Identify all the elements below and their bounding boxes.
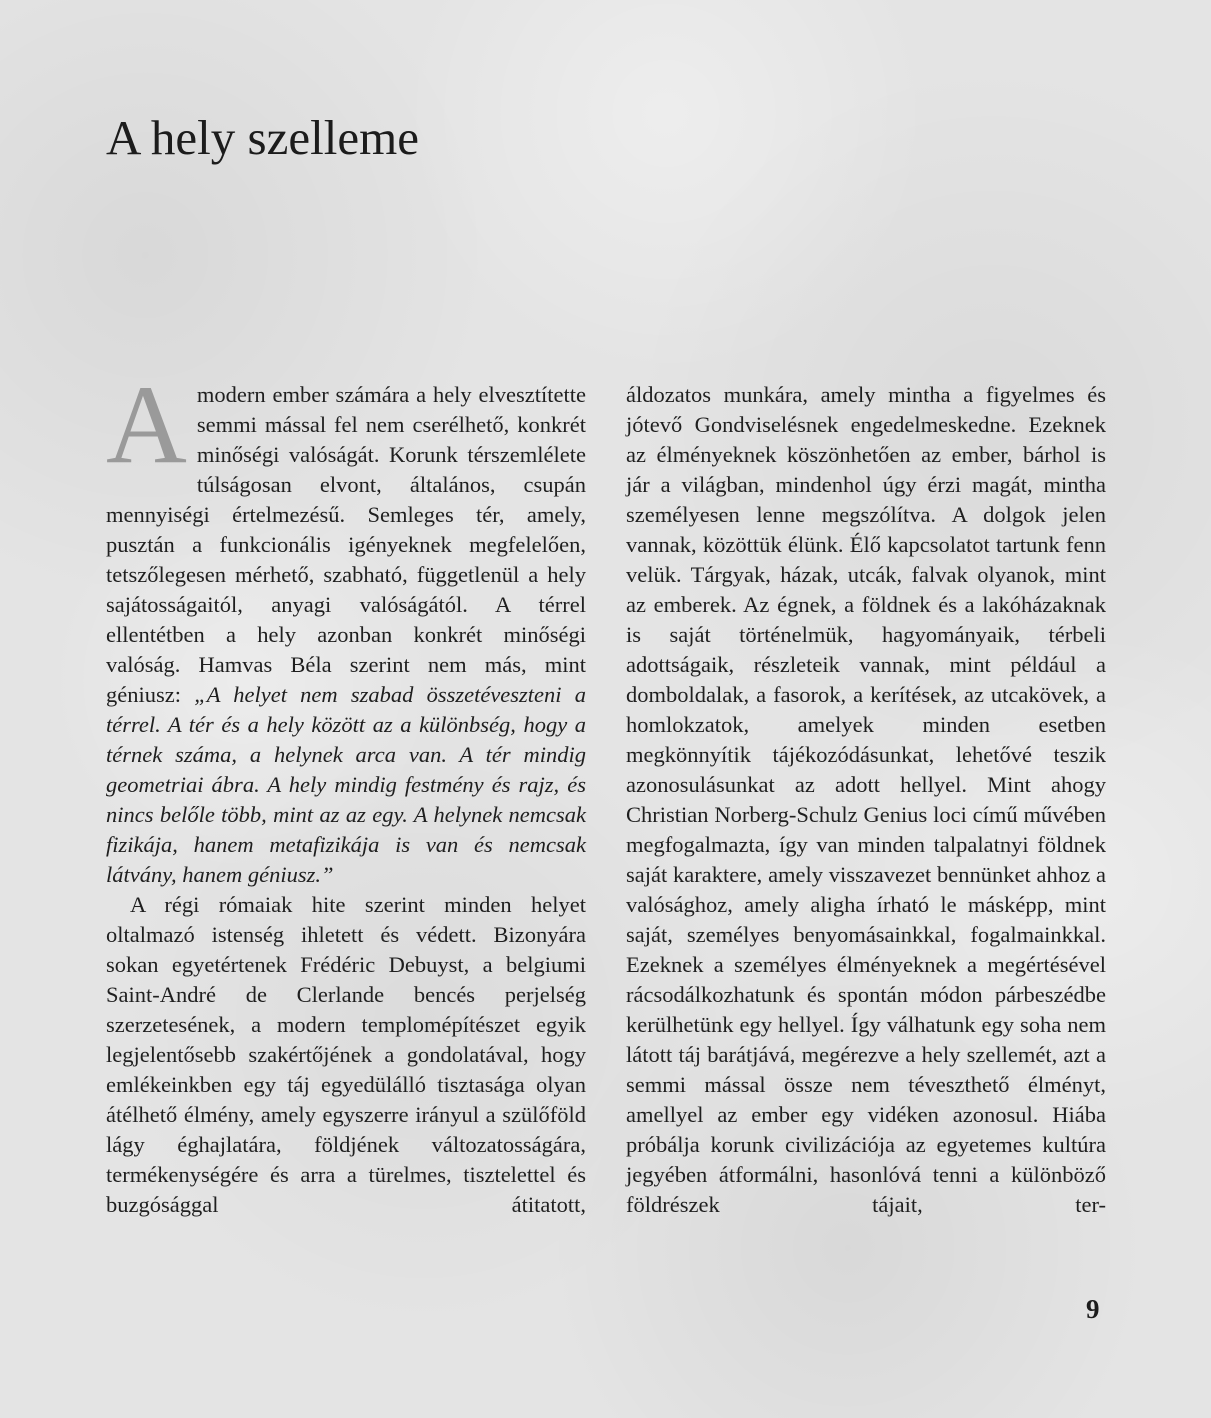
left-column [106, 363, 586, 1220]
paragraph-intro [106, 363, 586, 890]
right-column [626, 380, 1106, 1220]
page-number: 9 [1086, 1294, 1100, 1324]
drop-cap: A [106, 363, 187, 487]
paragraph-continuation: áldozatos munkára, amely mintha a figyelmes és jótevő Gondviselésnek engedelmeskedne. Ezeknek az élményeknek köszönhetően az ember, bárhol is jár a világban, mindenhol úgy érzi magát, mintha személyesen lenne megszólítva. A dolgok jelen vannak, közöttük élünk. Élő kapcsolatot tartunk fenn velük. Tárgyak, házak, utcák, falvak olyanok, mint az emberek. Az égnek, a földnek és a lakóházaknak is saját történelmük, hagyományaik, térbeli adottságaik, részleteik vannak, mint például a domboldalak, a fasorok, a kerítések, az utcakövek, a homlokzatok, amelyek minden esetben megkönnyítik tájékozódásunkat, lehetővé teszik azonosulásunkat az adott hellyel. Mint ahogy Christian Norberg-Schulz Genius loci című művében megfogalmazta, így van minden talpalatnyi földnek saját karaktere, amely visszavezet bennünket ahhoz a valósághoz, amely aligha írható le másképp, mint saját, személyes benyomásainkkal, fogalmainkkal. Ezeknek a személyes élményeknek a megértésével rácsodálkozhatunk és spontán módon párbeszédbe kerülhetünk egy hellyel. Így válhatunk egy soha nem látott táj barátjává, megérezve a hely szellemét, azt a semmi mással össze nem téveszthető élményt, amellyel az ember egy vidéken azonosul. Hiába próbálja korunk civilizációja az egyetemes kultúra jegyében átformálni, hasonlóvá tenni a különböző földrészek tájait, ter- [626, 382, 1106, 1217]
hamvas-quote: „A helyet nem szabad összetéveszteni a térrel. A tér és a hely között az a különbség, hogy a térnek száma, a helynek arca van. A tér mindig geometriai ábra. A hely mindig festmény és rajz, és nincs belőle több, mint az az egy. A helynek nemcsak fizikája, hanem metafizikája is van és nemcsak látvány, hanem géniusz.” [106, 682, 586, 887]
paragraph-roman-belief: A régi rómaiak hite szerint minden helyet oltalmazó istenség ihletett és védett. Bizonyára sokan egyetértenek Frédéric Debuyst, a belgiumi Saint-André de Clerlande bencés perjelség szerzetesének, a modern templomépítészet egyik legjelentősebb szakértőjének a gondolatával, hogy emlékeinkben egy táj egyedülálló tisztasága olyan átélhető élmény, amely egyszerre irányul a szülőföld lágy éghajlatára, földjének változatosságára, termékenységére és arra a türelmes, tisztelettel és buzgósággal átitatott, [106, 892, 586, 1217]
page-title: A hely szelleme [106, 110, 419, 165]
intro-text: modern ember számára a hely elvesztítette semmi mással fel nem cserélhető, konkrét minőségi valóságát. Korunk térszemlélete túlságosan elvont, általános, csupán mennyiségi értelmezésű. Semleges tér, amely, pusztán a funkcionális igényeknek megfelelően, tetszőlegesen mérhető, szabható, függetlenül a hely sajátosságaitól, anyagi valóságától. A térrel ellentétben a hely azonban konkrét minőségi valóság. Hamvas Béla szerint nem más, mint géniusz: [106, 382, 586, 707]
